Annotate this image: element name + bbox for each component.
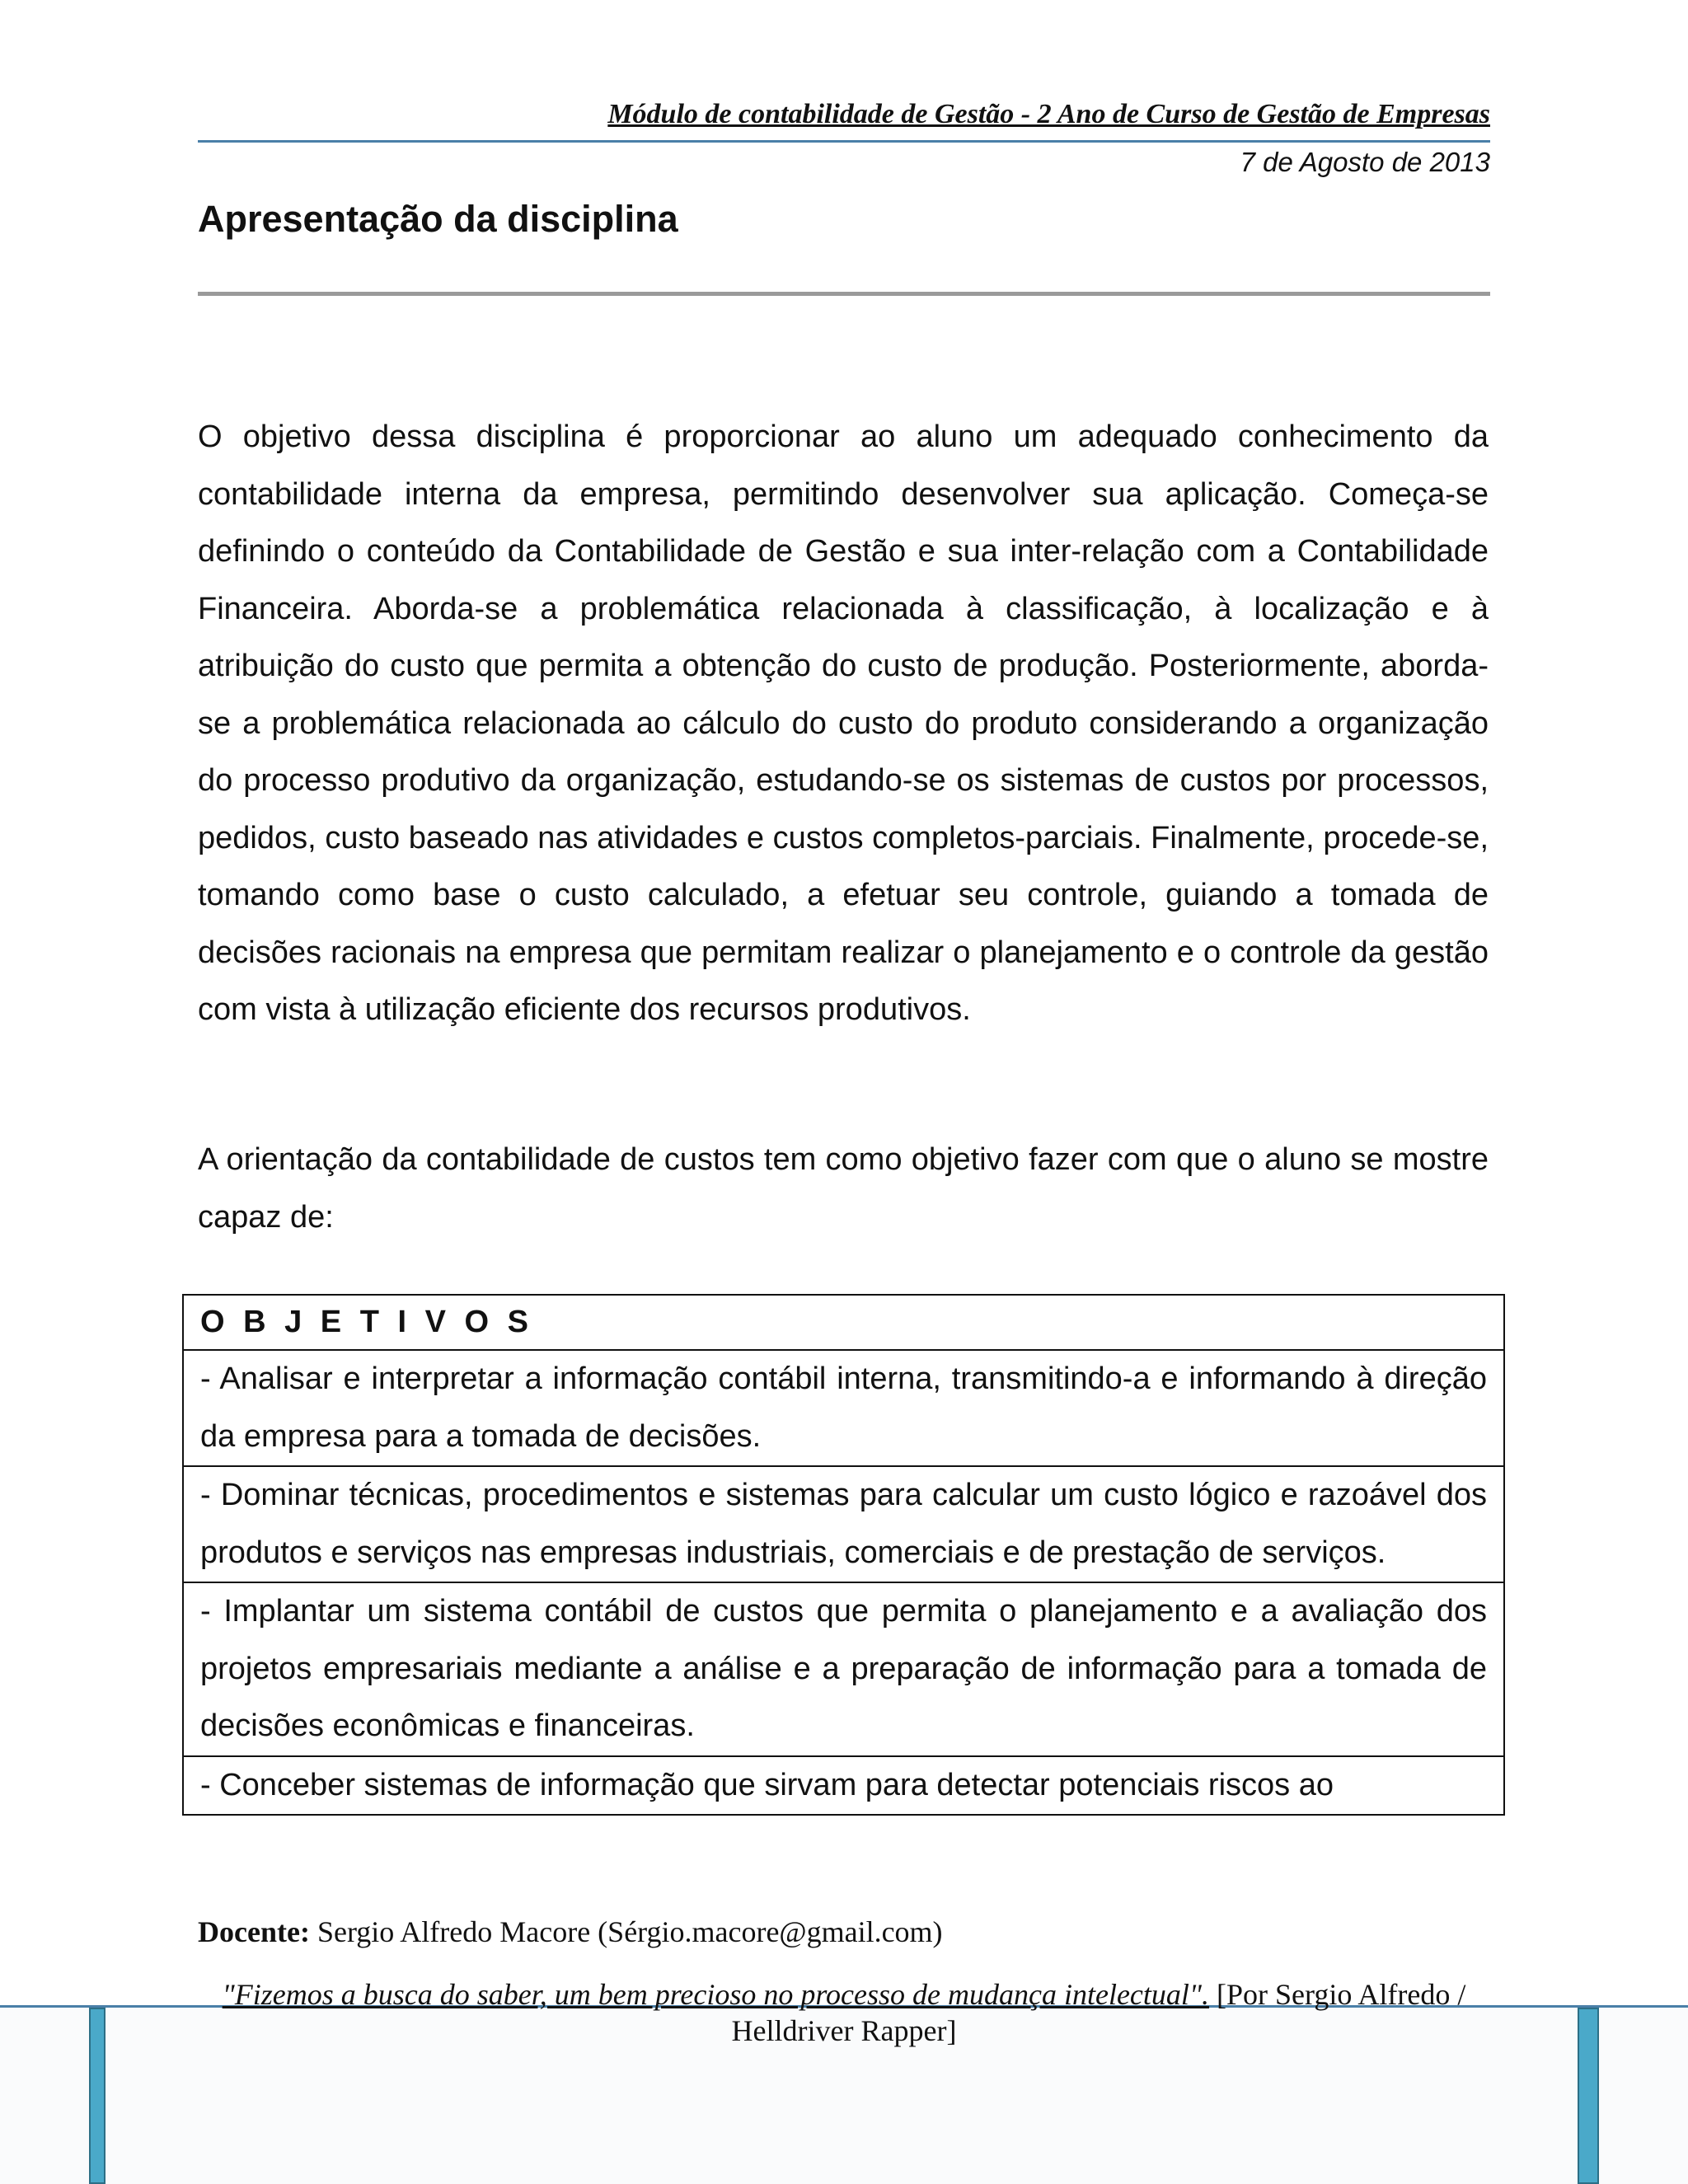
docente-label: Docente: [198,1915,310,1948]
orientation-paragraph: A orientação da contabilidade de custos tem como objetivo fazer com que o aluno se mostre capaz de: [198,1142,1489,1235]
objectives-table [182,1294,1505,1816]
section-divider [198,292,1490,296]
objective-item: - Analisar e interpretar a informação contábil interna, transmitindo-a e informando à direção da empresa para a tomada de decisões. [184,1351,1503,1467]
quote-author: [Por Sergio Alfredo / Helldriver Rapper] [731,1978,1466,2047]
header-rule [198,140,1490,143]
docente-value: Sergio Alfredo Macore (Sérgio.macore@gmail.com) [316,1915,943,1948]
objective-item: - Implantar um sistema contábil de custos que permita o planejamento e a avaliação dos projetos empresariais mediante a análise e a preparação de informação para a tomada de decisões econômicas e financeiras. [184,1583,1503,1757]
section-title: Apresentação da disciplina [198,198,678,240]
objective-item: - Dominar técnicas, procedimentos e sistemas para calcular um custo lógico e razoável dos produtos e serviços nas empresas industriais, comerciais e de prestação de serviços. [184,1467,1503,1583]
quote-text: "Fizemos a busca do saber, um bem precioso no processo de mudança intelectual". [222,1978,1210,2011]
header-title: Módulo de contabilidade de Gestão - 2 Ano de Curso de Gestão de Empresas [607,99,1490,129]
header-date: 7 de Agosto de 2013 [1240,147,1490,177]
footer-decoration-bar [89,2008,106,2184]
objectives-header: O B J E T I V O S [184,1296,1503,1351]
docente-line [198,1915,943,1949]
footer-decoration-bar [1578,2008,1599,2184]
footer-quote [198,1976,1490,2049]
objective-item: - Conceber sistemas de informação que sirvam para detectar potenciais riscos ao [200,1767,1334,1802]
intro-paragraph: O objetivo dessa disciplina é proporcionar ao aluno um adequado conhecimento da contabilidade interna da empresa, permitindo desenvolver sua aplicação. Começa-se definindo o conteúdo da Contabilidade de Gestão e sua inter-relação com a Contabilidade Financeira. Aborda-se a problemática relacionada à classificação, à localização e à atribuição do custo que permita a obtenção do custo de produção. Posteriormente, aborda-se a problemática relacionada ao cálculo do custo do produto considerando a organização do processo produtivo da organização, estudando-se os sistemas de custos por processos, pedidos, custo baseado nas atividades e custos completos-parciais. Finalmente, procede-se, tomando como base o custo calculado, a efetuar seu controle, guiando a tomada de decisões racionais na empresa que permitam realizar o planejamento e o controle da gestão com vista à utilização eficiente dos recursos produtivos. [198,419,1489,1027]
